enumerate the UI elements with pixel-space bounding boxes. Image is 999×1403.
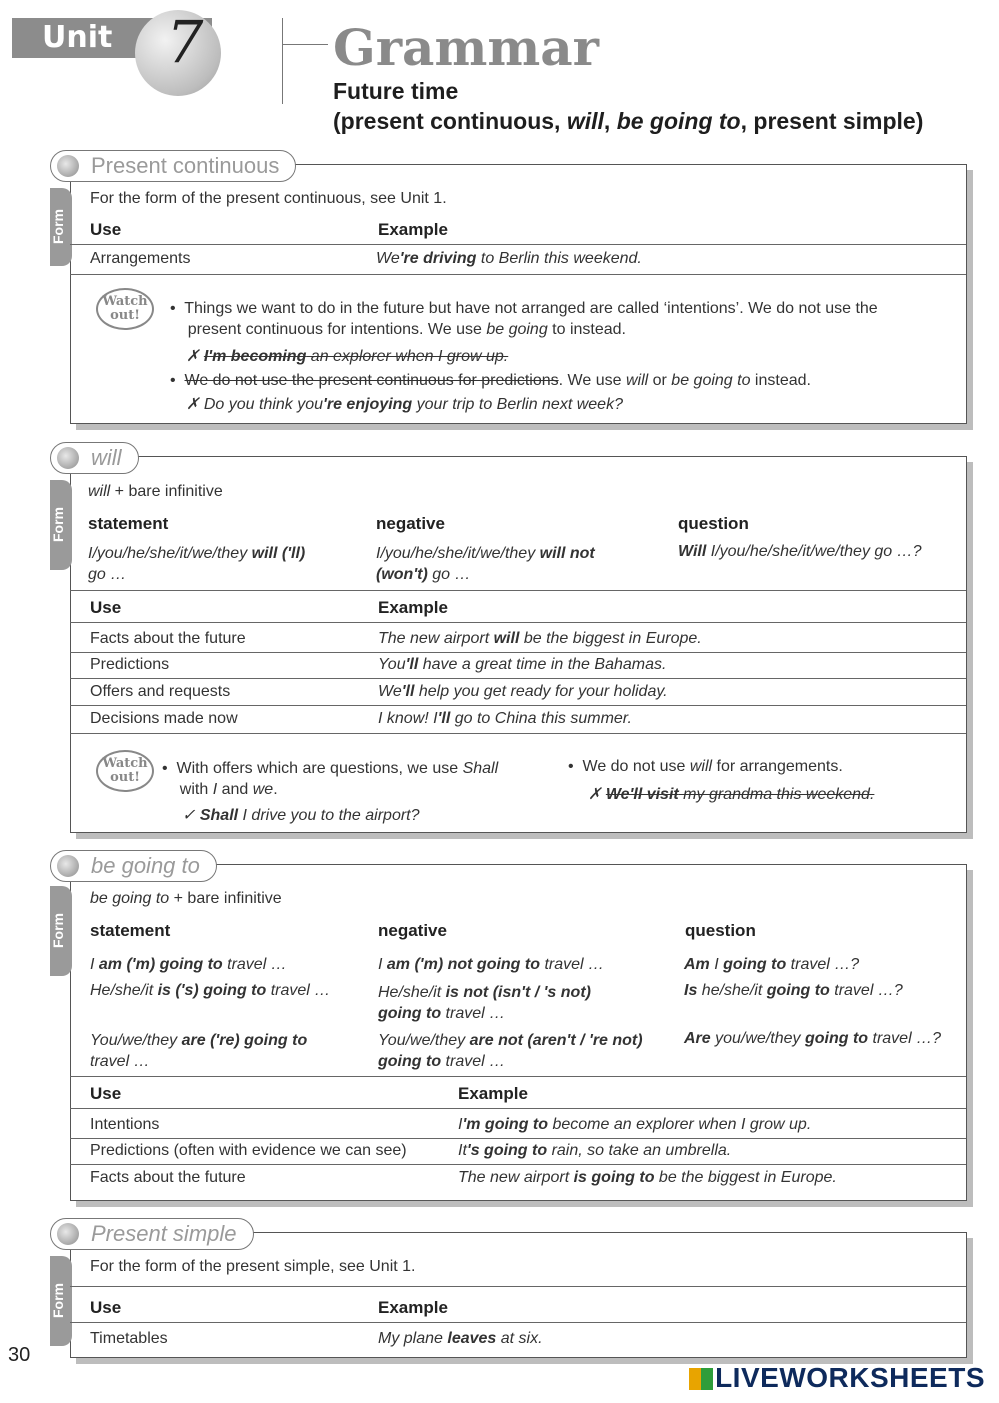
col-negative: negative — [378, 921, 447, 940]
statement-form: He/she/it is ('s) going to travel … — [90, 982, 331, 999]
use-header: Use — [90, 1298, 122, 1317]
use-header: Use — [90, 598, 122, 617]
example-cell: The new airport is going to be the biggest in Europe. — [458, 1169, 837, 1186]
form-tab: Form — [50, 1256, 72, 1346]
example-header: Example — [378, 598, 448, 617]
question-form: Is he/she/it going to travel …? — [684, 982, 903, 999]
example-header: Example — [458, 1084, 528, 1103]
divider — [70, 590, 966, 591]
use-cell: Predictions — [90, 656, 170, 673]
form-note: For the form of the present continuous, see Unit 1. — [90, 190, 447, 207]
use-cell: Offers and requests — [90, 683, 231, 700]
present-simple-title: Present simple — [50, 1218, 254, 1250]
will-title: will — [50, 442, 139, 474]
brand-icon — [689, 1368, 713, 1390]
going-to-formula: be going to + bare infinitive — [90, 890, 282, 907]
question-form: Are you/we/they going to travel …? — [684, 1030, 941, 1047]
section-bullet-icon — [57, 447, 79, 469]
divider — [70, 1164, 966, 1165]
example-cell: I know! I'll go to China this summer. — [378, 710, 632, 727]
negative-form: You/we/they are not (aren't / 're not) going to travel … — [378, 1032, 643, 1070]
use-cell: Facts about the future — [90, 630, 246, 647]
negative-form: I am ('m) not going to travel … — [378, 956, 605, 973]
section-bullet-icon — [57, 155, 79, 177]
subtitle-line2: (present continuous, will, be going to, present simple) — [333, 108, 924, 134]
section-bullet-icon — [57, 855, 79, 877]
form-note: For the form of the present simple, see Unit 1. — [90, 1258, 416, 1275]
use-cell: Intentions — [90, 1116, 160, 1133]
header-divider — [282, 18, 283, 104]
example-cell: We're driving to Berlin this weekend. — [376, 250, 642, 267]
header-divider-h — [282, 44, 328, 45]
use-cell: Facts about the future — [90, 1169, 246, 1186]
example-cell: We'll help you get ready for your holiday. — [378, 683, 668, 700]
divider — [70, 1322, 966, 1323]
watch-out-bullet-1: • With offers which are questions, we use Shall with I and we. — [162, 760, 499, 798]
example-header: Example — [378, 220, 448, 239]
page-number: 30 — [8, 1344, 31, 1366]
question-form: Am I going to travel …? — [684, 956, 860, 973]
watch-out-badge: Watch out! — [96, 750, 154, 792]
use-cell: Arrangements — [90, 250, 191, 267]
negative-form: I/you/he/she/it/we/they will not (won't) go … — [376, 545, 595, 583]
form-tab: Form — [50, 886, 72, 976]
divider — [70, 652, 966, 653]
page-title: Grammar — [333, 18, 599, 77]
example-header: Example — [378, 1298, 448, 1317]
example-cell: I'm going to become an explorer when I grow up. — [458, 1116, 812, 1133]
divider — [70, 733, 966, 734]
example-cell: It's going to rain, so take an umbrella. — [458, 1142, 732, 1159]
subtitle-line1: Future time — [333, 78, 459, 104]
unit-number: 7 — [166, 8, 204, 76]
example-cell: The new airport will be the biggest in Europe. — [378, 630, 702, 647]
divider — [70, 1108, 966, 1109]
question-form: Will I/you/he/she/it/we/they go …? — [678, 543, 922, 560]
use-cell: Predictions (often with evidence we can see) — [90, 1142, 407, 1159]
use-cell: Decisions made now — [90, 710, 238, 727]
statement-form: I am ('m) going to travel … — [90, 956, 287, 973]
example-cell: My plane leaves at six. — [378, 1330, 543, 1347]
divider — [70, 244, 966, 245]
will-formula: will + bare infinitive — [88, 483, 223, 500]
watch-out-bullet-1: • Things we want to do in the future but have not arranged are called ‘intentions’. We do not use the present continuous for intentions. We use be going to instead. — [170, 300, 878, 338]
divider — [70, 705, 966, 706]
wrong-example-2: ✗ Do you think you're enjoying your trip to Berlin next week? — [186, 396, 623, 413]
use-header: Use — [90, 1084, 122, 1103]
unit-label: Unit — [42, 20, 113, 55]
use-cell: Timetables — [90, 1330, 168, 1347]
divider — [70, 678, 966, 679]
divider — [70, 274, 966, 275]
divider — [70, 1076, 966, 1077]
watch-out-bullet-2: • We do not use will for arrangements. — [568, 758, 843, 775]
wrong-example-1: ✗ I'm becoming an explorer when I grow up. — [186, 348, 509, 365]
statement-form: You/we/they are ('re) going to travel … — [90, 1032, 308, 1070]
col-statement: statement — [90, 921, 171, 940]
statement-form: I/you/he/she/it/we/they will ('ll) go … — [88, 545, 306, 583]
negative-form: He/she/it is not (isn't / 's not) going to travel … — [378, 984, 591, 1022]
watch-out-bullet-2: • We do not use the present continuous for predictions. We use will or be going to instead. — [170, 372, 811, 389]
col-negative: negative — [376, 514, 445, 533]
going-to-title: be going to — [50, 850, 217, 882]
watch-out-badge: Watch out! — [96, 288, 154, 330]
form-tab: Form — [50, 188, 72, 266]
form-tab: Form — [50, 480, 72, 570]
example-cell: You'll have a great time in the Bahamas. — [378, 656, 667, 673]
present-continuous-title: Present continuous — [50, 150, 296, 182]
use-header: Use — [90, 220, 122, 239]
col-question: question — [685, 921, 756, 940]
divider — [70, 1138, 966, 1139]
section-bullet-icon — [57, 1223, 79, 1245]
correct-example: ✓ Shall I drive you to the airport? — [182, 807, 420, 824]
col-question: question — [678, 514, 749, 533]
divider — [70, 622, 966, 623]
divider — [70, 1286, 966, 1287]
brand-logo: LIVEWORKSHEETS — [689, 1362, 985, 1394]
col-statement: statement — [88, 514, 169, 533]
wrong-example: ✗ We'll visit my grandma this weekend. — [588, 786, 875, 803]
